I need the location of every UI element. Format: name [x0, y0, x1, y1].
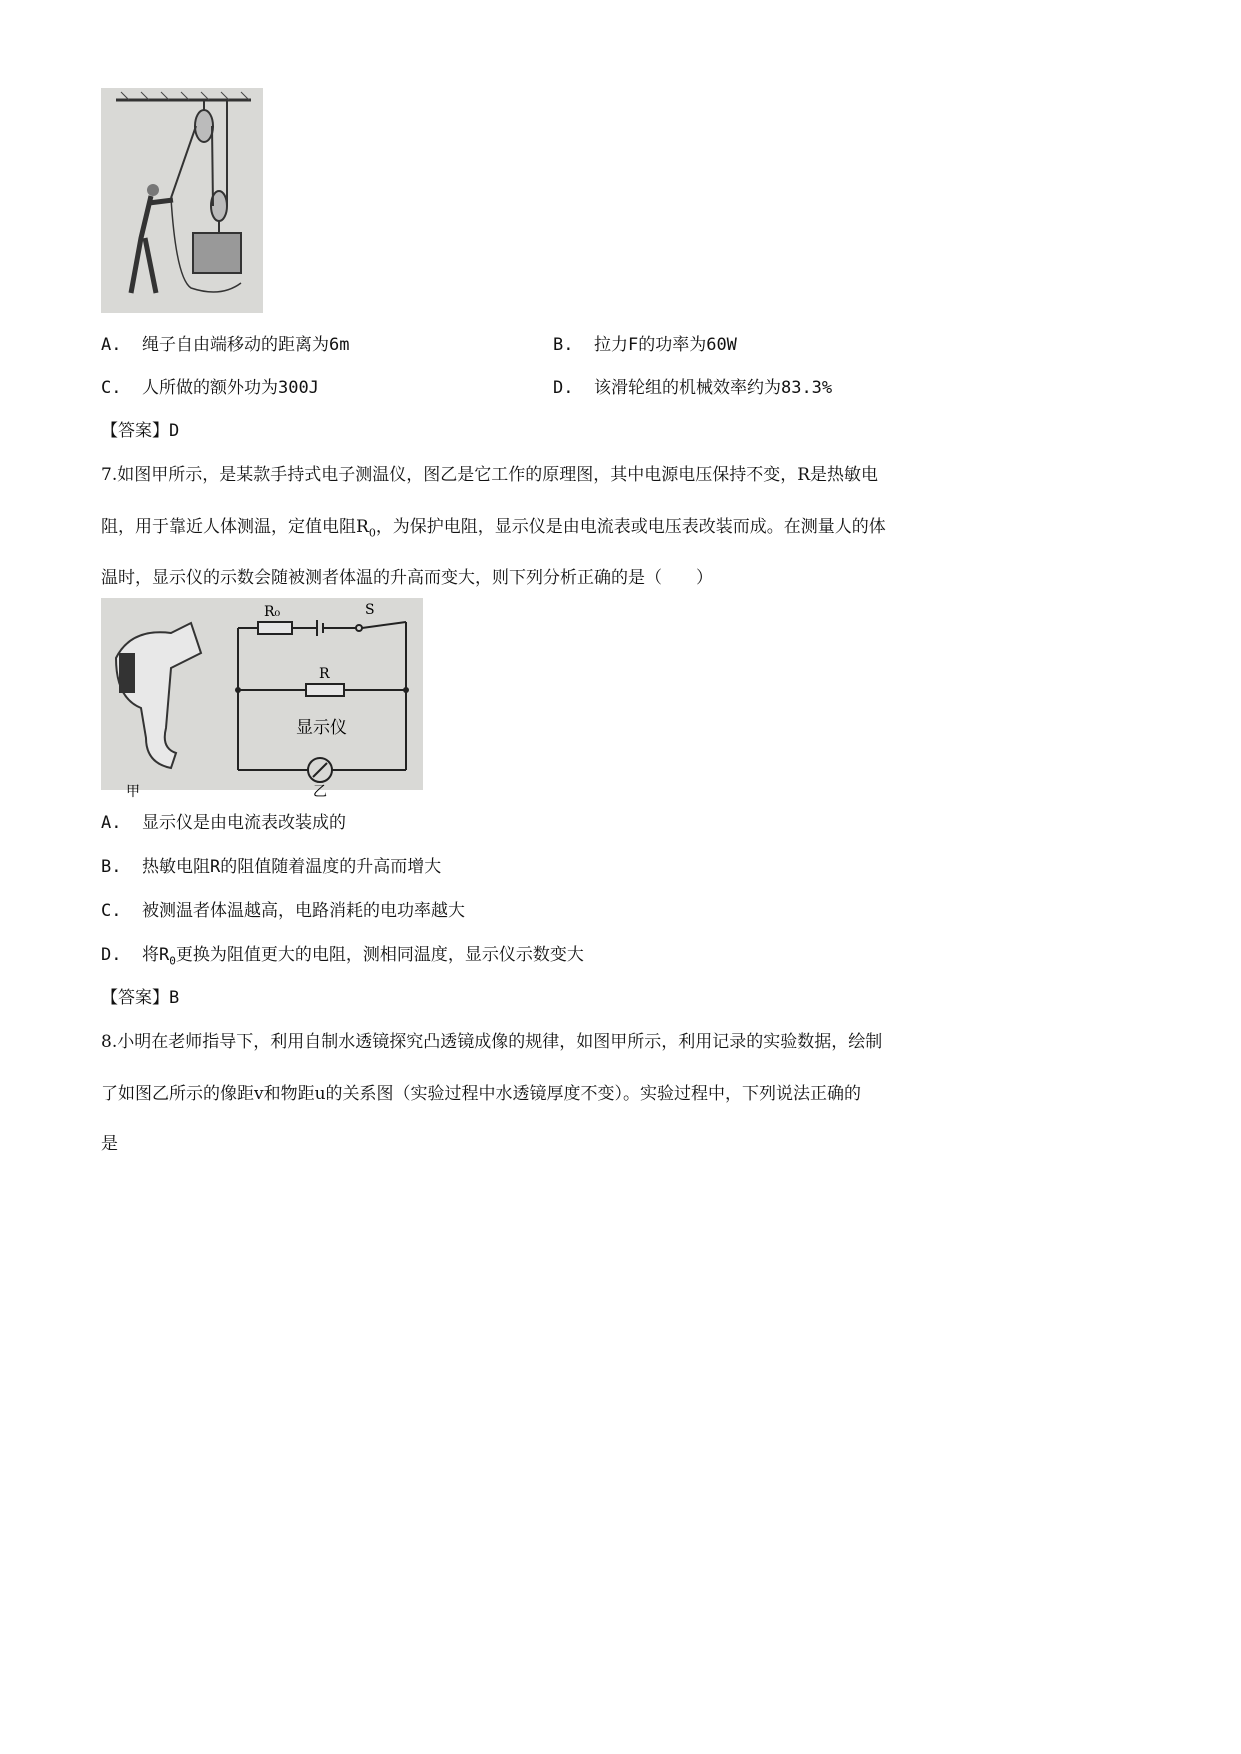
option-label: A. [101, 335, 122, 355]
subscript: 0 [169, 954, 176, 968]
answer-label: 【答案】 [101, 421, 169, 441]
q8-line-1: 8.小明在老师指导下，利用自制水透镜探究凸透镜成像的规律，如图甲所示，利用记录的实验数据，绘制 [101, 1032, 883, 1052]
option-label: B. [553, 335, 574, 355]
pulley-figure [101, 88, 263, 313]
display-label: 显示仪 [296, 718, 347, 738]
pulley-illustration [101, 88, 263, 313]
text: 阻，用于靠近人体测温，定值电阻R [101, 517, 369, 537]
q7-option-b [101, 852, 441, 877]
q7-option-c [101, 896, 465, 921]
option-text: 拉力F的功率为60W [593, 335, 737, 355]
q7-option-d [101, 940, 584, 967]
option-label: C. [101, 378, 122, 398]
q8-line-2: 了如图乙所示的像距v和物距u的关系图（实验过程中水透镜厚度不变）。实验过程中，下列说法正确的 [101, 1084, 862, 1104]
q6-answer [101, 416, 179, 441]
text: ，为保护电阻，显示仪是由电流表或电压表改装而成。在测量人的体 [375, 517, 886, 537]
circuit-diagram [101, 598, 423, 800]
q7-answer [101, 983, 179, 1008]
subscript: 0 [368, 526, 376, 540]
q7-option-a [101, 808, 346, 833]
thermometer-circuit-figure [101, 598, 423, 800]
option-text: 人所做的额外功为300J [141, 378, 319, 398]
q8-line-3: 是 [101, 1134, 118, 1154]
answer-value: D [169, 421, 180, 441]
option-text: 被测温者体温越高，电路消耗的电功率越大 [141, 901, 465, 921]
q6-option-c [101, 373, 319, 398]
option-text: 将R [141, 945, 170, 965]
option-label: C. [101, 901, 122, 921]
r0-label: R₀ [264, 604, 281, 620]
q6-option-b [553, 330, 737, 355]
option-label: A. [101, 813, 122, 833]
yi-label: 乙 [313, 784, 327, 800]
answer-value: B [169, 988, 180, 1008]
option-text: 热敏电阻R的阻值随着温度的升高而增大 [141, 857, 442, 877]
q6-option-a [101, 330, 349, 355]
option-label: D. [101, 945, 122, 965]
jia-label: 甲 [126, 784, 140, 800]
q7-line-2 [101, 512, 886, 539]
q6-option-d [553, 373, 832, 398]
option-text: 该滑轮组的机械效率约为83.3% [593, 378, 833, 398]
option-text: 显示仪是由电流表改装成的 [141, 813, 346, 833]
option-label: B. [101, 857, 122, 877]
r-label: R [319, 666, 330, 682]
q7-line-3: 温时，显示仪的示数会随被测者体温的升高而变大，则下列分析正确的是（ ） [101, 568, 713, 588]
option-label: D. [553, 378, 574, 398]
option-text: 更换为阻值更大的电阻，测相同温度，显示仪示数变大 [175, 945, 584, 965]
answer-label: 【答案】 [101, 988, 169, 1008]
q7-line-1: 7.如图甲所示，是某款手持式电子测温仪，图乙是它工作的原理图，其中电源电压保持不变，R是热敏电 [101, 465, 879, 485]
switch-label: S [365, 602, 375, 618]
option-text: 绳子自由端移动的距离为6m [141, 335, 350, 355]
